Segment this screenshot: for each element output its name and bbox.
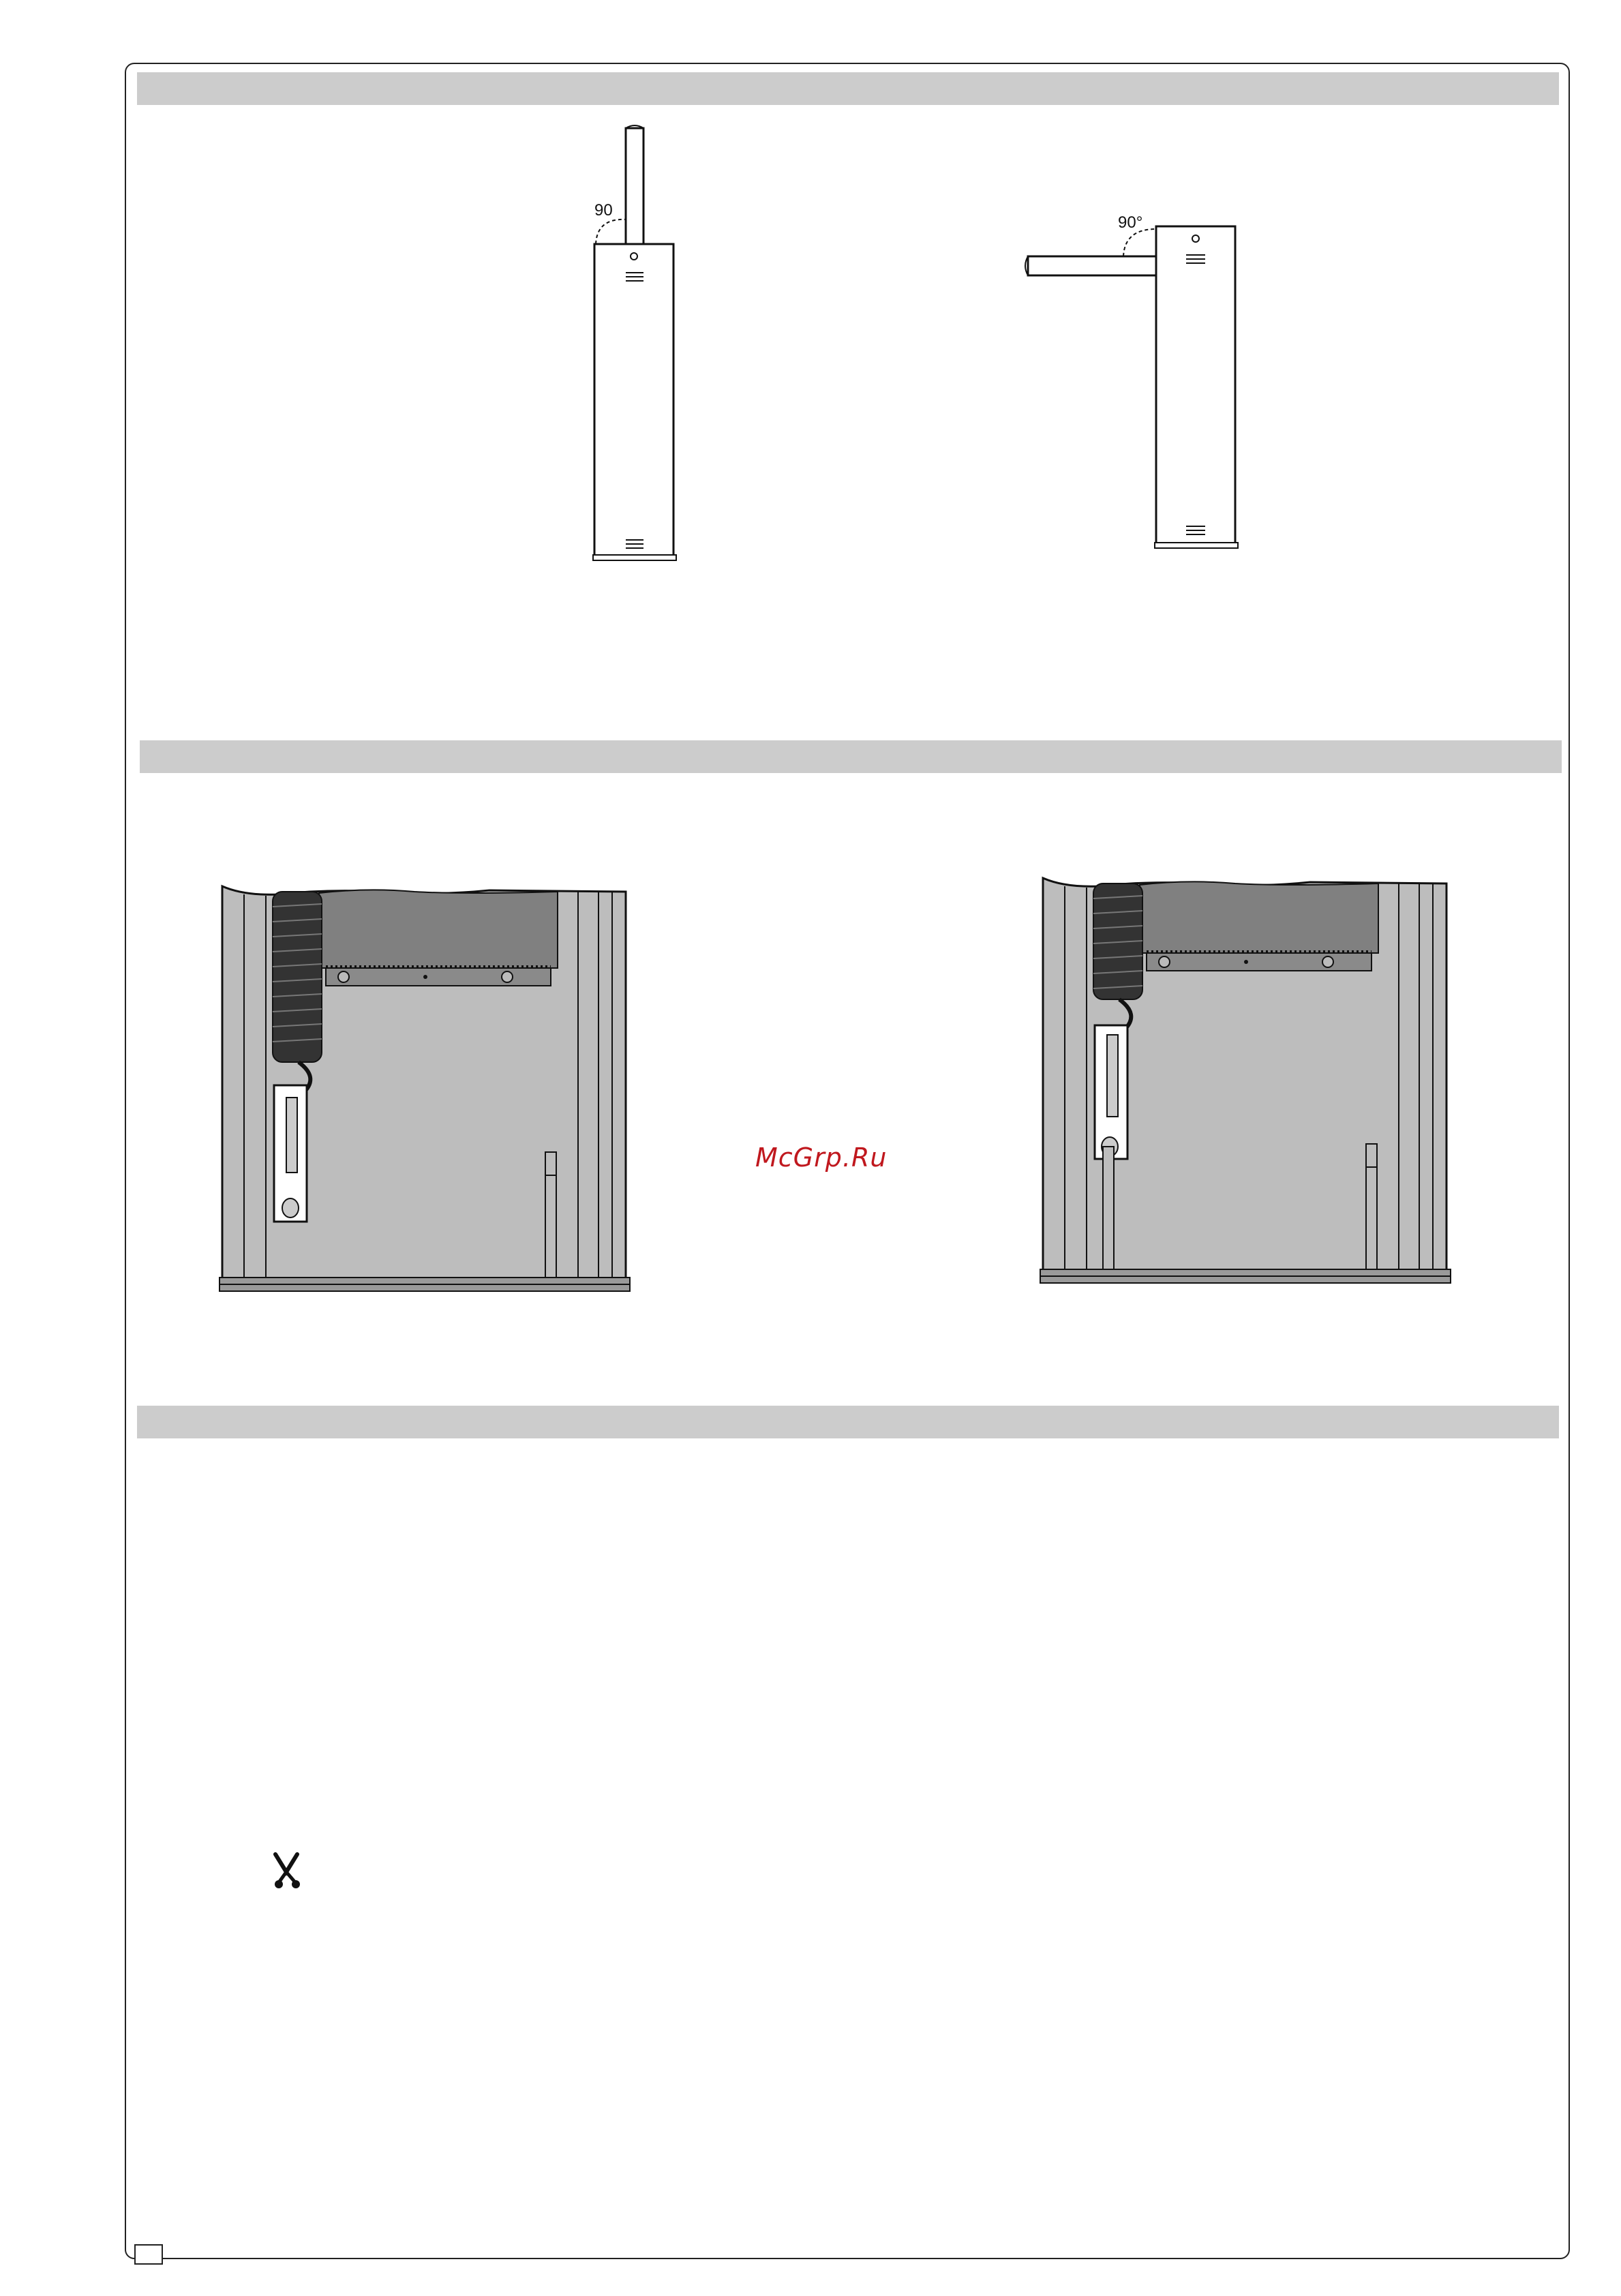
barrier-vertical-figure	[573, 123, 695, 566]
spring-mechanism-left-figure	[217, 879, 634, 1302]
watermark-text: McGrp.Ru	[755, 1143, 888, 1173]
page-number-box	[134, 2244, 163, 2265]
toothed-rack	[326, 968, 551, 986]
spring-mechanism-right-figure	[1037, 871, 1455, 1294]
barrier-housing	[1156, 226, 1235, 544]
section-header-band-2	[140, 740, 1562, 773]
angle-label-horizontal: 90°	[1118, 213, 1143, 232]
barrier-housing	[594, 244, 673, 556]
barrier-horizontal-figure	[1022, 205, 1254, 559]
boom-arm-horizontal	[1028, 256, 1157, 275]
angle-label-vertical: 90	[594, 201, 613, 220]
section-header-band-1	[137, 72, 1559, 105]
toothed-rack	[1147, 953, 1372, 971]
scissors-tool-icon	[271, 1852, 305, 1890]
spring-coil	[273, 892, 322, 1062]
boom-arm-vertical	[626, 128, 643, 245]
section-header-band-3	[137, 1406, 1559, 1438]
spring-coil	[1093, 883, 1142, 999]
